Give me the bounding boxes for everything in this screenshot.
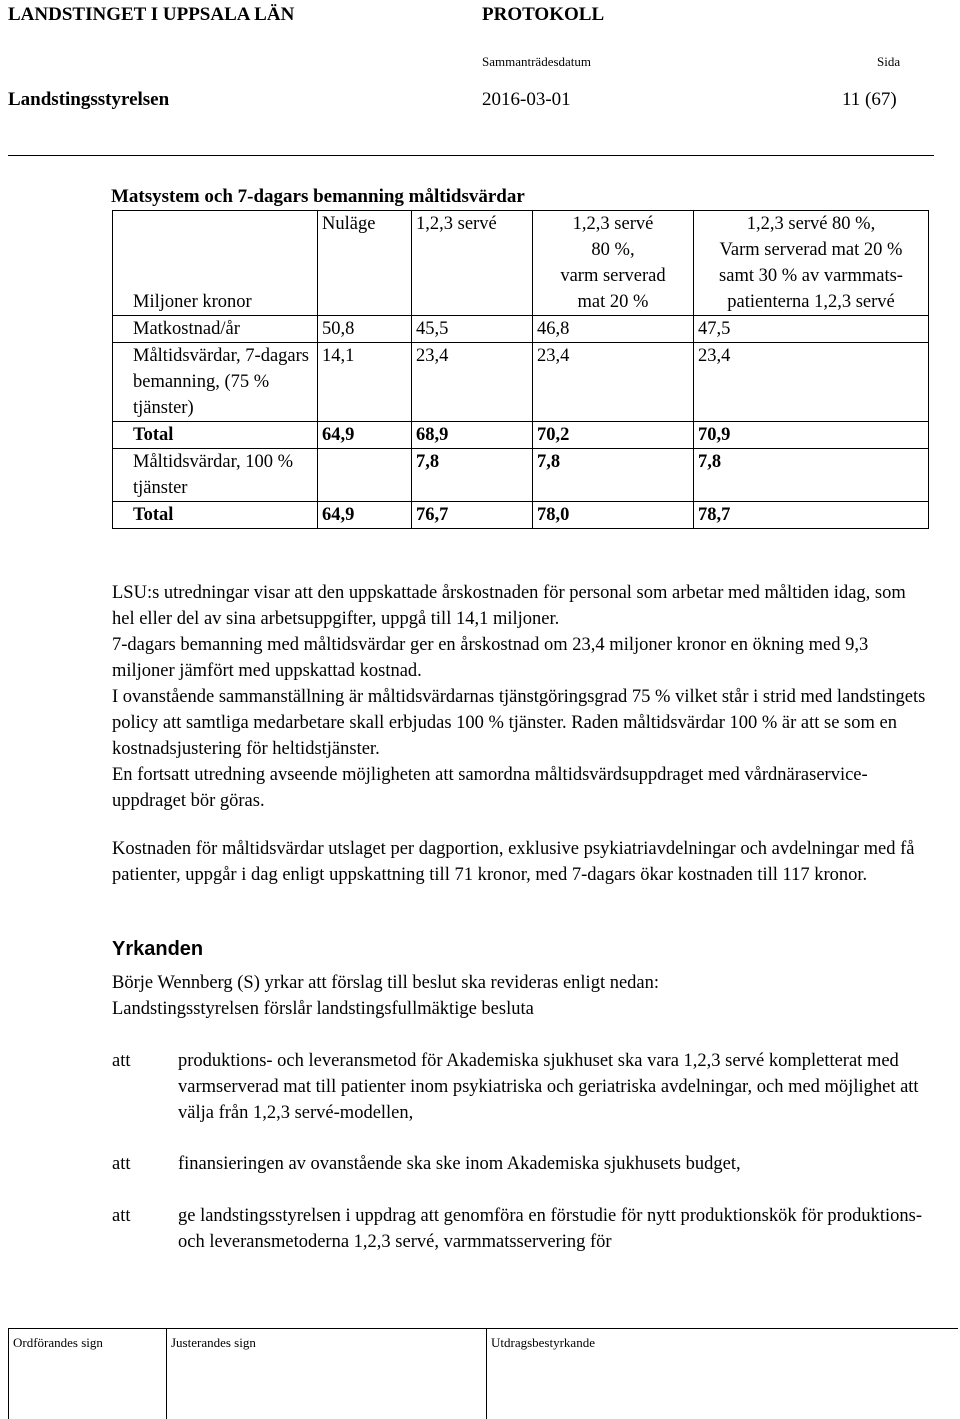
signature-footer [8, 1328, 958, 1419]
table-row [113, 502, 929, 529]
org-name: LANDSTINGET I UPPSALA LÄN [8, 4, 295, 25]
meeting-date-label: Sammanträdesdatum [482, 54, 592, 69]
table-row [113, 422, 929, 449]
row-label: Måltidsvärdar, 7-dagars bemanning, (75 % tjänster) [113, 343, 318, 422]
header-cell-serve: 1,2,3 servé [412, 211, 533, 316]
header-cell-nulage: Nuläge [318, 211, 412, 316]
cost-table [112, 210, 929, 529]
row-label: Måltidsvärdar, 100 % tjänster [113, 449, 318, 502]
header-cell-serve80-30 [694, 211, 929, 316]
header-cell-label [113, 211, 318, 316]
cost-paragraph [112, 836, 932, 888]
row-label: Total [113, 502, 318, 529]
header-line: samt 30 % av varmmats- [719, 266, 903, 286]
att-label: att [112, 1206, 131, 1226]
att-label: att [112, 1051, 131, 1071]
table-title: Matsystem och 7-dagars bemanning måltidsvärdar [111, 186, 525, 207]
header-line: mat 20 % [577, 292, 649, 312]
adjuster-signature-box [166, 1329, 486, 1419]
meeting-date: 2016-03-01 [482, 89, 571, 110]
row-value: 23,4 [412, 343, 533, 422]
chair-signature-box [8, 1329, 166, 1419]
table-row [113, 316, 929, 343]
paragraph: I ovanstående sammanställning är måltidsvärdarnas tjänstgöringsgrad 75 % vilket står i strid med landstingets policy att samtliga medarbetare skall erbjudas 100 % tjänster. Raden måltidsvärdar 100 % är att se som en kostnadsjustering för heltidstjänster. [112, 687, 926, 759]
row-value: 46,8 [533, 316, 694, 343]
page-label: Sida [877, 54, 901, 69]
row-value: 7,8 [412, 449, 533, 502]
yrkanden-heading: Yrkanden [112, 938, 204, 960]
row-value: 76,7 [412, 502, 533, 529]
row-value: 78,7 [694, 502, 929, 529]
row-value: 14,1 [318, 343, 412, 422]
row-value: 78,0 [533, 502, 694, 529]
adjuster-signature-label: Justerandes sign [171, 1335, 256, 1350]
paragraph: En fortsatt utredning avseende möjligheten att samordna måltidsvärdsuppdraget med vårdnäraservice-uppdraget bör göras. [112, 765, 868, 811]
row-value: 45,5 [412, 316, 533, 343]
row-value: 23,4 [533, 343, 694, 422]
paragraph: 7-dagars bemanning med måltidsvärdar ger en årskostnad om 23,4 miljoner kronor en ökning med 9,3 miljoner jämfört med uppskattad kostnad. [112, 635, 869, 681]
row-label: Matkostnad/år [113, 316, 318, 343]
header-rule [8, 155, 934, 156]
header-line: varm serverad [560, 266, 666, 286]
paragraph: LSU:s utredningar visar att den uppskattade årskostnaden för personal som arbetar med måltiden idag, som hel eller del av sina arbetsuppgifter, uppgå till 14,1 miljoner. [112, 583, 906, 629]
header-line: patienterna 1,2,3 servé [727, 292, 895, 312]
row-value: 50,8 [318, 316, 412, 343]
row-value: 68,9 [412, 422, 533, 449]
paragraph: Börje Wennberg (S) yrkar att förslag till beslut ska revideras enligt nedan: [112, 973, 660, 993]
table-row [113, 343, 929, 422]
paragraph: Landstingsstyrelsen förslår landstingsfullmäktige besluta [112, 999, 534, 1019]
chair-signature-label: Ordförandes sign [13, 1335, 103, 1350]
row-value: 7,8 [694, 449, 929, 502]
att-text: finansieringen av ovanstående ska ske inom Akademiska sjukhusets budget, [178, 1154, 741, 1174]
row-value: 70,9 [694, 422, 929, 449]
table-header-row [113, 211, 929, 316]
row-value: 47,5 [694, 316, 929, 343]
row-value: 64,9 [318, 502, 412, 529]
body-text [112, 580, 932, 814]
paragraph: Kostnaden för måltidsvärdar utslaget per dagportion, exklusive psykiatriavdelningar och avdelningar med få patienter, uppgår i dag enligt uppskattning till 71 kronor, med 7-dagars ökar kostnaden till 117 kronor. [112, 839, 915, 885]
header-line: 1,2,3 servé 80 %, [746, 214, 876, 234]
page-number: 11 (67) [842, 89, 897, 110]
certification-label: Utdragsbestyrkande [491, 1335, 595, 1350]
row-value: 23,4 [694, 343, 929, 422]
board-name: Landstingsstyrelsen [8, 89, 170, 110]
row-label: Total [113, 422, 318, 449]
header-line: 80 %, [591, 240, 635, 260]
row-value [318, 449, 412, 502]
att-text: ge landstingsstyrelsen i uppdrag att genomföra en förstudie för nytt produktionskök för produktions- och leveransmetoderna 1,2,3 servé, varmmatsservering för [178, 1206, 922, 1252]
row-value: 64,9 [318, 422, 412, 449]
table-row [113, 449, 929, 502]
yrkanden-intro [112, 970, 932, 1022]
header-label-text: Miljoner kronor [133, 292, 252, 312]
header-line: Varm serverad mat 20 % [719, 240, 903, 260]
att-text: produktions- och leveransmetod för Akademiska sjukhuset ska vara 1,2,3 servé kompletterat med varmserverad mat till patienter inom psykiatriska och geriatriska avdelningar, och med möjlighet att välja från 1,2,3 servé-modellen, [178, 1051, 919, 1123]
row-value: 7,8 [533, 449, 694, 502]
doc-type: PROTOKOLL [482, 4, 605, 25]
header-line: 1,2,3 servé [572, 214, 654, 234]
header-cell-serve80 [533, 211, 694, 316]
row-value: 70,2 [533, 422, 694, 449]
att-label: att [112, 1154, 131, 1174]
certification-box [486, 1329, 958, 1419]
